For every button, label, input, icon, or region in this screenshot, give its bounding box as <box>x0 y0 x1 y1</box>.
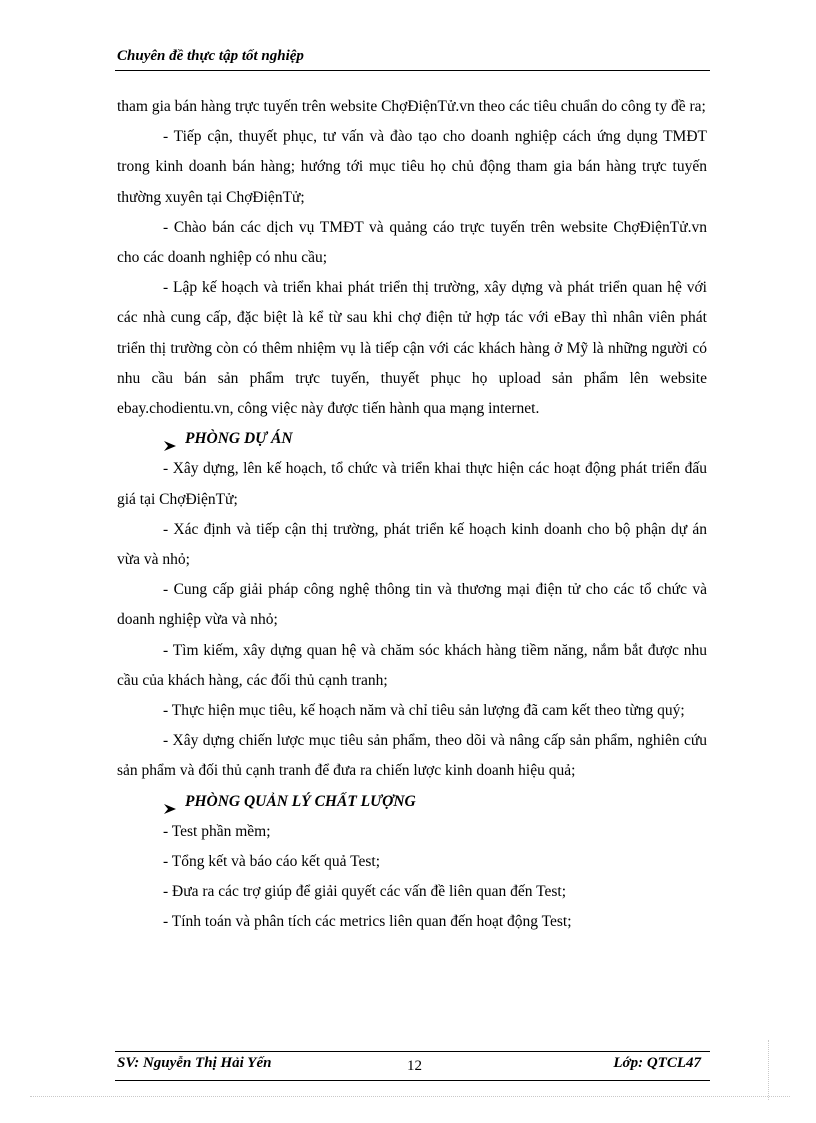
page-edge-guide <box>30 1096 790 1097</box>
arrowhead-bullet-icon <box>163 796 177 808</box>
running-footer <box>117 1055 707 1077</box>
section-heading-phong-quan-ly-chat-luong <box>117 787 707 817</box>
footer-divider-bottom <box>115 1080 710 1081</box>
paragraph: - Xây dựng, lên kế hoạch, tổ chức và triển khai thực hiện các hoạt động phát triển đấu giá tại ChợĐiệnTử; <box>117 460 707 508</box>
document-body <box>117 92 707 938</box>
running-header: Chuyên đề thực tập tốt nghiệp <box>117 48 304 64</box>
paragraph: - Thực hiện mục tiêu, kế hoạch năm và chỉ tiêu sản lượng đã cam kết theo từng quý; <box>163 702 685 720</box>
paragraph: - Chào bán các dịch vụ TMĐT và quảng cáo trực tuyến trên website ChợĐiệnTử.vn cho các doanh nghiệp có nhu cầu; <box>117 218 707 267</box>
paragraph: - Tìm kiếm, xây dựng quan hệ và chăm sóc khách hàng tiềm năng, nắm bắt được nhu cầu của khách hàng, các đối thủ cạnh tranh; <box>117 641 707 689</box>
section-heading-label: PHÒNG QUẢN LÝ CHẤT LƯỢNG <box>185 792 416 810</box>
arrowhead-bullet-icon <box>163 433 177 445</box>
paragraph: - Test phần mềm; <box>163 822 271 840</box>
student-name: SV: Nguyễn Thị Hải Yến <box>117 1055 272 1071</box>
header-divider <box>115 70 710 71</box>
paragraph: tham gia bán hàng trực tuyến trên website ChợĐiệnTử.vn theo các tiêu chuẩn do công ty đề ra; <box>117 98 706 115</box>
paragraph: - Xác định và tiếp cận thị trường, phát triển kế hoạch kinh doanh cho bộ phận dự án vừa và nhỏ; <box>117 520 707 569</box>
paragraph: - Cung cấp giải pháp công nghệ thông tin và thương mại điện tử cho các tổ chức và doanh nghiệp vừa và nhỏ; <box>117 581 707 629</box>
footer-divider-top <box>115 1051 710 1052</box>
page-edge-guide <box>768 1040 769 1100</box>
section-heading-label: PHÒNG DỰ ÁN <box>185 430 293 448</box>
paragraph: - Đưa ra các trợ giúp để giải quyết các vấn đề liên quan đến Test; <box>163 883 566 901</box>
paragraph: - Tính toán và phân tích các metrics liên quan đến hoạt động Test; <box>163 913 572 931</box>
paragraph: - Lập kế hoạch và triển khai phát triển thị trường, xây dựng và phát triển quan hệ với các nhà cung cấp, đặc biệt là kể từ sau khi chợ điện tử hợp tác với eBay thì nhân viên phát triển thị trường còn có thêm nhiệm vụ là tiếp cận với các khách hàng ở Mỹ là những người có nhu cầu bán sản phẩm trực tuyến, thuyết phục họ upload sản phẩm lên website ebay.chodientu.vn, công việc này được tiến hành qua mạng internet. <box>117 279 707 418</box>
paragraph: - Xây dựng chiến lược mục tiêu sản phẩm, theo dõi và nâng cấp sản phẩm, nghiên cứu sản phẩm và đối thủ cạnh tranh để đưa ra chiến lược kinh doanh hiệu quả; <box>117 732 707 780</box>
paragraph: - Tổng kết và báo cáo kết quả Test; <box>163 853 380 871</box>
page-number: 12 <box>407 1058 422 1074</box>
paragraph: - Tiếp cận, thuyết phục, tư vấn và đào tạo cho doanh nghiệp cách ứng dụng TMĐT trong kinh doanh bán hàng; hướng tới mục tiêu họ chủ động tham gia bán hàng trực tuyến thường xuyên tại ChợĐiệnTử; <box>117 128 707 206</box>
section-heading-phong-du-an <box>117 424 707 454</box>
class-label: Lớp: QTCL47 <box>613 1055 701 1071</box>
